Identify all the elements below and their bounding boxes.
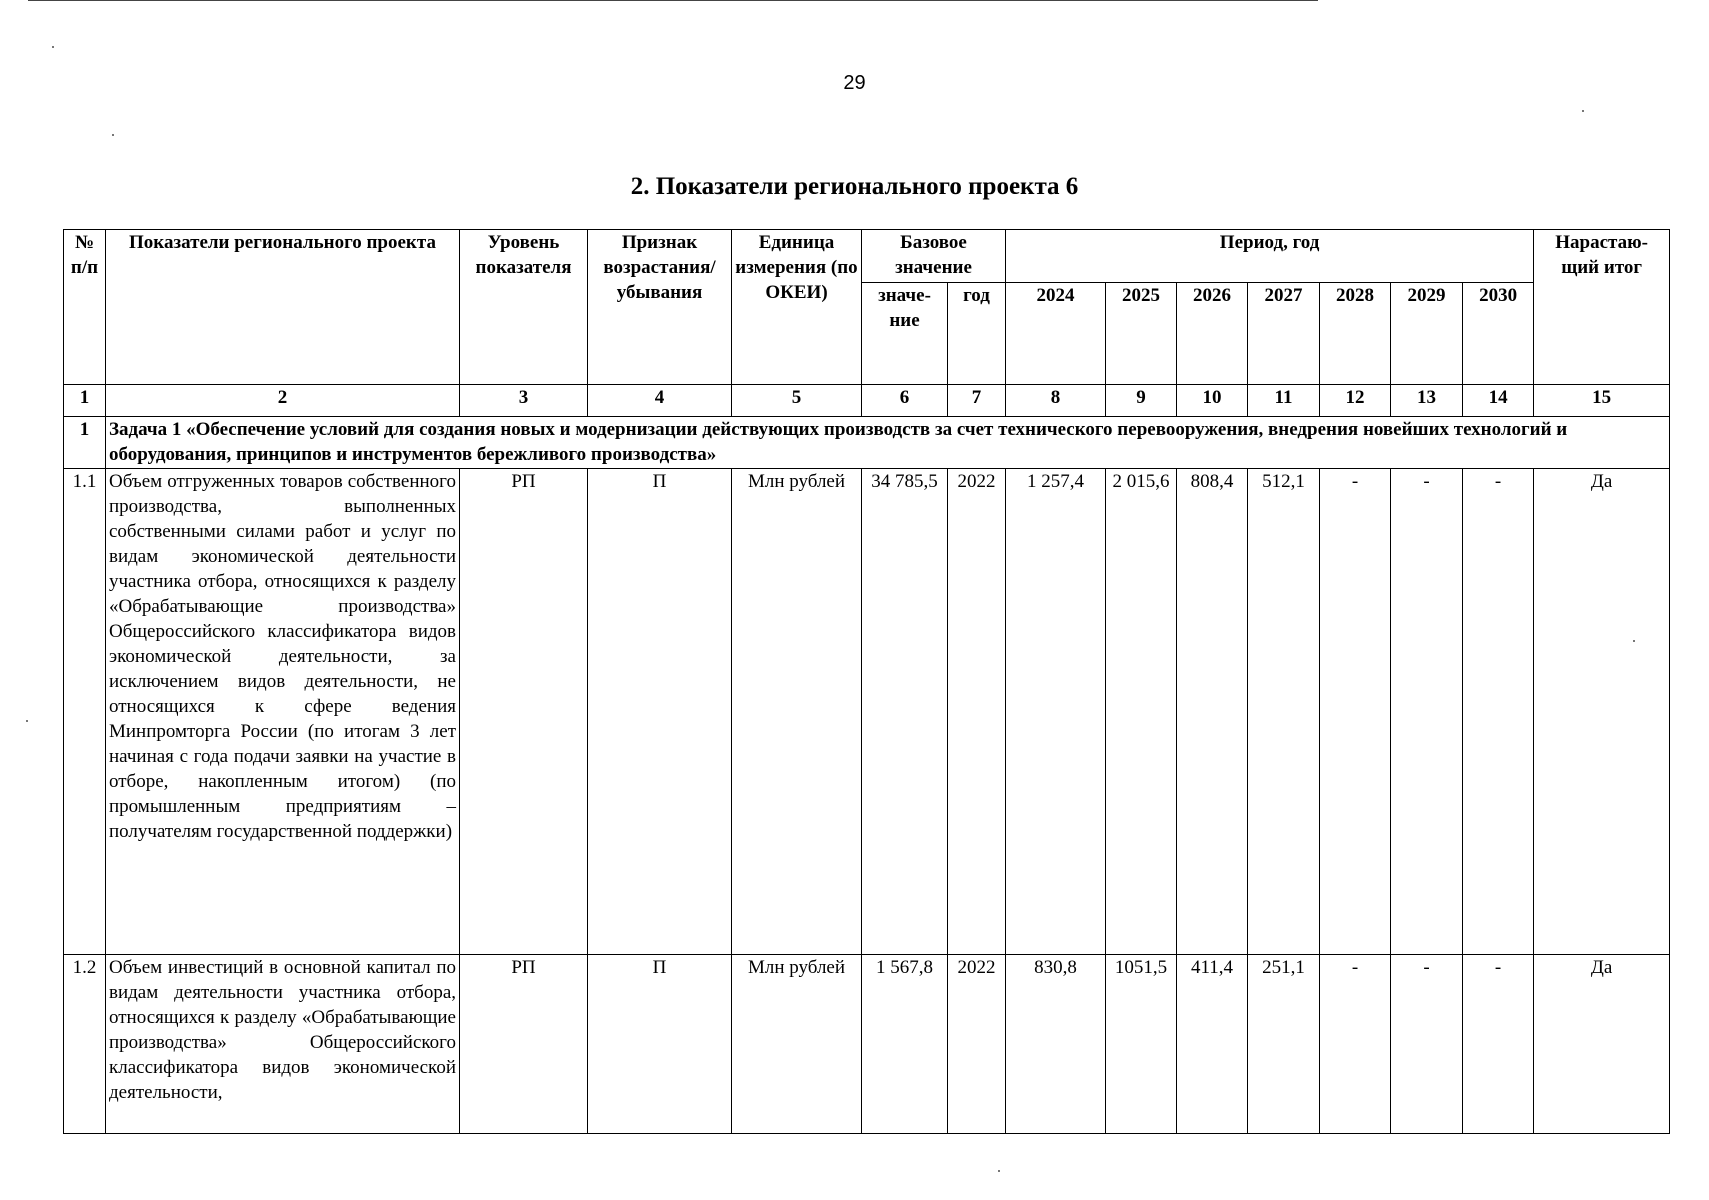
header-year: 2024 (1006, 283, 1106, 385)
row-value-2024: 1 257,4 (1006, 469, 1106, 955)
column-number: 14 (1463, 385, 1534, 417)
row-base-value: 1 567,8 (862, 955, 948, 1134)
header-year: 2025 (1106, 283, 1177, 385)
column-number: 7 (948, 385, 1006, 417)
scan-speck (1633, 640, 1635, 642)
row-unit: Млн рублей (732, 469, 862, 955)
row-base-year: 2022 (948, 469, 1006, 955)
task-row (64, 417, 1670, 469)
header-year: 2029 (1391, 283, 1463, 385)
row-num: 1.2 (64, 955, 106, 1134)
row-value-2028: - (1320, 955, 1391, 1134)
column-number: 15 (1534, 385, 1670, 417)
header-base-year: год (948, 283, 1006, 385)
row-value-2026: 411,4 (1177, 955, 1248, 1134)
column-number: 12 (1320, 385, 1391, 417)
page-number: 29 (843, 72, 866, 94)
column-number: 9 (1106, 385, 1177, 417)
column-number: 4 (588, 385, 732, 417)
column-number: 6 (862, 385, 948, 417)
header-row-1 (64, 230, 1670, 283)
column-number: 1 (64, 385, 106, 417)
row-indicator-name: Объем отгруженных товаров собственного производства, выполненных собственными силами работ и услуг по видам экономической деятельности участника отбора, относящихся к разделу «Обрабатывающие производства» Общероссийского классификатора видов экономической деятельности, за исключением видов деятельности, не относящихся к сфере ведения Минпромторга России (по итогам 3 лет начиная с года подачи заявки на участие в отборе, накопленным итогом) (по промышленным предприятиям – получателям государственной поддержки) (106, 469, 460, 955)
indicators-table (63, 229, 1670, 1134)
header-year: 2026 (1177, 283, 1248, 385)
row-level: РП (460, 955, 588, 1134)
row-value-2029: - (1391, 955, 1463, 1134)
table-row (64, 469, 1670, 955)
task-text: Задача 1 «Обеспечение условий для создания новых и модернизации действующих производств за счет технического перевооружения, внедрения новейших технологий и оборудования, принципов и инструментов бережливого производства» (106, 417, 1670, 469)
task-num: 1 (64, 417, 106, 469)
scan-speck (998, 1170, 1000, 1172)
row-value-2028: - (1320, 469, 1391, 955)
row-value-2027: 512,1 (1248, 469, 1320, 955)
column-number: 13 (1391, 385, 1463, 417)
header-unit: Единица измерения (по ОКЕИ) (732, 230, 862, 385)
scan-edge-line (28, 0, 1318, 1)
column-numbers-row (64, 385, 1670, 417)
header-base-value: значе- ние (862, 283, 948, 385)
header-level: Уровень показателя (460, 230, 588, 385)
scan-speck (112, 134, 114, 136)
header-indicator: Показатели регионального проекта (106, 230, 460, 385)
row-cumulative: Да (1534, 469, 1670, 955)
header-year: 2030 (1463, 283, 1534, 385)
header-base: Базовое значение (862, 230, 1006, 283)
row-value-2024: 830,8 (1006, 955, 1106, 1134)
table-row (64, 955, 1670, 1134)
row-value-2025: 2 015,6 (1106, 469, 1177, 955)
scan-speck (26, 720, 28, 722)
column-number: 11 (1248, 385, 1320, 417)
header-num: № п/п (64, 230, 106, 385)
row-value-2030: - (1463, 955, 1534, 1134)
row-value-2026: 808,4 (1177, 469, 1248, 955)
row-level: РП (460, 469, 588, 955)
scan-speck (52, 46, 54, 48)
row-value-2027: 251,1 (1248, 955, 1320, 1134)
row-base-value: 34 785,5 (862, 469, 948, 955)
row-cumulative: Да (1534, 955, 1670, 1134)
column-number: 3 (460, 385, 588, 417)
row-sign: П (588, 469, 732, 955)
header-period: Период, год (1006, 230, 1534, 283)
row-num: 1.1 (64, 469, 106, 955)
row-base-year: 2022 (948, 955, 1006, 1134)
column-number: 2 (106, 385, 460, 417)
scan-speck (1582, 110, 1584, 112)
column-number: 8 (1006, 385, 1106, 417)
row-value-2029: - (1391, 469, 1463, 955)
row-indicator-name: Объем инвестиций в основной капитал по видам деятельности участника отбора, относящихся к разделу «Обрабатывающие производства» Общероссийского классификатора видов экономической деятельности, (106, 955, 460, 1134)
page-title: 2. Показатели регионального проекта 6 (630, 173, 1079, 200)
row-sign: П (588, 955, 732, 1134)
row-value-2025: 1051,5 (1106, 955, 1177, 1134)
row-value-2030: - (1463, 469, 1534, 955)
header-sign: Признак возрастания/ убывания (588, 230, 732, 385)
header-year: 2027 (1248, 283, 1320, 385)
column-number: 10 (1177, 385, 1248, 417)
header-cumulative: Нарастаю- щий итог (1534, 230, 1670, 385)
column-number: 5 (732, 385, 862, 417)
header-year: 2028 (1320, 283, 1391, 385)
row-unit: Млн рублей (732, 955, 862, 1134)
